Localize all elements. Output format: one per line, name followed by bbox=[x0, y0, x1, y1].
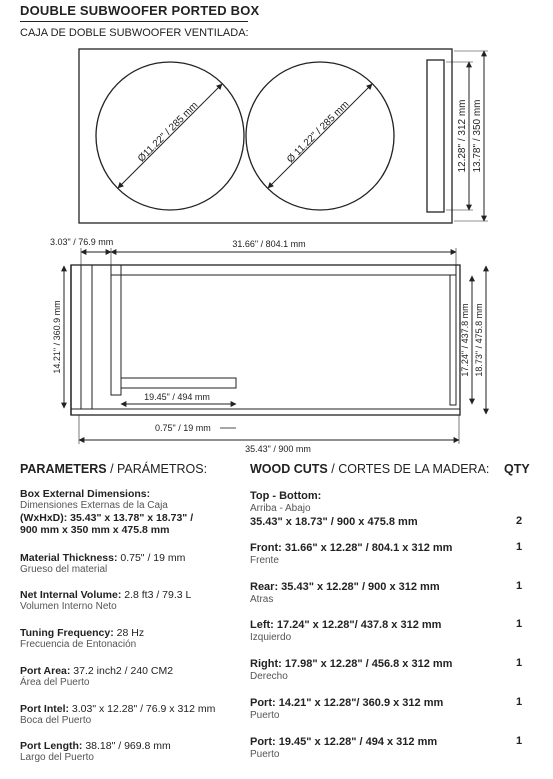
parameters-heading bbox=[20, 462, 207, 476]
param-es: Grueso del material bbox=[20, 564, 108, 575]
cut-label: Left: 17.24" x 12.28"/ 437.8 x 312 mm bbox=[250, 619, 442, 631]
thickness-label: 0.75" / 19 mm bbox=[155, 423, 211, 433]
param-es: Área del Puerto bbox=[20, 677, 90, 688]
parameters-title-es: / PARÁMETROS: bbox=[106, 462, 208, 476]
right-wall bbox=[450, 275, 456, 405]
param-label: Port Length: bbox=[20, 740, 83, 752]
cut-es: Puerto bbox=[250, 710, 280, 721]
param-value: 3.03" x 12.28" / 76.9 x 312 mm bbox=[69, 703, 216, 715]
woofer-left-diameter-label: Ø11.22" / 285 mm bbox=[136, 100, 201, 165]
wood-cuts-heading bbox=[250, 462, 489, 476]
param-es: Volumen Interno Neto bbox=[20, 601, 117, 612]
qty-port-1: 1 bbox=[515, 696, 523, 708]
param-value: 2.8 ft3 / 79.3 L bbox=[121, 589, 192, 601]
inner-width-label: 31.66" / 804.1 mm bbox=[232, 239, 306, 249]
page-subtitle: CAJA DE DOBLE SUBWOOFER VENTILADA: bbox=[20, 27, 249, 39]
port-length-inner-label: 19.45" / 494 mm bbox=[144, 392, 210, 402]
cut-label: Rear: 35.43" x 12.28" / 900 x 312 mm bbox=[250, 581, 440, 593]
front-view bbox=[79, 49, 488, 223]
wood-cuts-title-es: / CORTES DE LA MADERA: bbox=[327, 462, 490, 476]
cut-es: Arriba - Abajo bbox=[250, 503, 311, 514]
param-es: Dimensiones Externas de la Caja bbox=[20, 500, 168, 511]
param-port-intel bbox=[20, 703, 250, 727]
cut-left bbox=[250, 618, 540, 644]
param-port-length bbox=[20, 740, 250, 764]
param-value: 37.2 inch2 / 240 CM2 bbox=[70, 665, 174, 677]
cut-front bbox=[250, 541, 540, 567]
cut-right bbox=[250, 657, 540, 683]
qty-rear: 1 bbox=[515, 580, 523, 592]
page-title: DOUBLE SUBWOOFER PORTED BOX bbox=[20, 3, 260, 18]
param-label: Port Area: bbox=[20, 665, 71, 677]
cut-label: Right: 17.98" x 12.28" / 456.8 x 312 mm bbox=[250, 658, 453, 670]
woofer-right-diameter-label: Ø 11.22" / 285 mm bbox=[285, 99, 352, 166]
param-es: Frecuencia de Entonación bbox=[20, 639, 137, 650]
cut-port-2 bbox=[250, 735, 540, 761]
cut-es: Frente bbox=[250, 555, 279, 566]
cut-es: Atras bbox=[250, 594, 274, 605]
front-panel-outline bbox=[79, 49, 452, 223]
qty-front: 1 bbox=[515, 541, 523, 553]
outer-depth-label: 18.73" / 475.8 mm bbox=[474, 303, 484, 377]
cut-es: Puerto bbox=[250, 749, 280, 760]
cut-top-bottom bbox=[250, 489, 540, 529]
param-value: 38.18" / 969.8 mm bbox=[82, 740, 171, 752]
top-view bbox=[50, 237, 486, 454]
param-label: Tuning Frequency: bbox=[20, 627, 114, 639]
parameters-title: PARAMETERS bbox=[20, 462, 107, 476]
param-es: Largo del Puerto bbox=[20, 752, 94, 763]
cut-dims: 35.43" x 18.73" / 900 x 475.8 mm bbox=[250, 516, 418, 528]
param-es: Boca del Puerto bbox=[20, 715, 92, 726]
param-label: Material Thickness: bbox=[20, 552, 118, 564]
qty-right: 1 bbox=[515, 657, 523, 669]
param-label: Port Intel: bbox=[20, 703, 69, 715]
rear-wall bbox=[71, 409, 460, 415]
param-material-thickness bbox=[20, 552, 250, 576]
cut-label: Top - Bottom: bbox=[250, 490, 322, 502]
height-outer-label: 13.78" / 350 mm bbox=[472, 99, 483, 173]
param-port-area bbox=[20, 665, 250, 689]
qty-port-2: 1 bbox=[515, 735, 523, 747]
param-box-dimensions bbox=[20, 488, 250, 536]
outer-width-label: 35.43" / 900 mm bbox=[245, 444, 311, 454]
qty-top-bottom: 2 bbox=[515, 515, 523, 527]
port-width-label: 3.03" / 76.9 mm bbox=[50, 237, 114, 247]
port-length-side-label: 14.21" / 360.9 mm bbox=[52, 300, 62, 374]
param-dims-1: (WxHxD): 35.43" x 13.78" x 18.73" / bbox=[20, 512, 194, 524]
wood-cuts-title: WOOD CUTS bbox=[250, 462, 328, 476]
inner-depth-label: 17.24" / 437.8 mm bbox=[460, 303, 470, 377]
qty-heading: QTY bbox=[504, 462, 530, 476]
param-dims-2: 900 mm x 350 mm x 475.8 mm bbox=[20, 524, 170, 536]
param-tuning-frequency bbox=[20, 627, 250, 651]
qty-left: 1 bbox=[515, 618, 523, 630]
cut-rear bbox=[250, 580, 540, 606]
port-opening bbox=[427, 60, 444, 212]
param-label: Net Internal Volume: bbox=[20, 589, 122, 601]
front-wall bbox=[111, 265, 456, 275]
cut-es: Izquierdo bbox=[250, 632, 292, 643]
cut-label: Front: 31.66" x 12.28" / 804.1 x 312 mm bbox=[250, 542, 453, 554]
box-outer-outline bbox=[71, 265, 460, 415]
cut-es: Derecho bbox=[250, 671, 288, 682]
height-inner-label: 12.28" / 312 mm bbox=[457, 99, 468, 173]
cut-port-1 bbox=[250, 696, 540, 722]
param-label: Box External Dimensions: bbox=[20, 488, 151, 500]
port-inner-panel bbox=[121, 378, 236, 388]
param-value: 28 Hz bbox=[113, 627, 145, 639]
param-net-volume bbox=[20, 589, 250, 613]
cut-label: Port: 19.45" x 12.28" / 494 x 312 mm bbox=[250, 736, 438, 748]
param-value: 0.75" / 19 mm bbox=[117, 552, 186, 564]
port-divider-outer bbox=[81, 265, 92, 409]
cut-label: Port: 14.21" x 12.28"/ 360.9 x 312 mm bbox=[250, 697, 444, 709]
port-divider-inner bbox=[111, 265, 121, 395]
